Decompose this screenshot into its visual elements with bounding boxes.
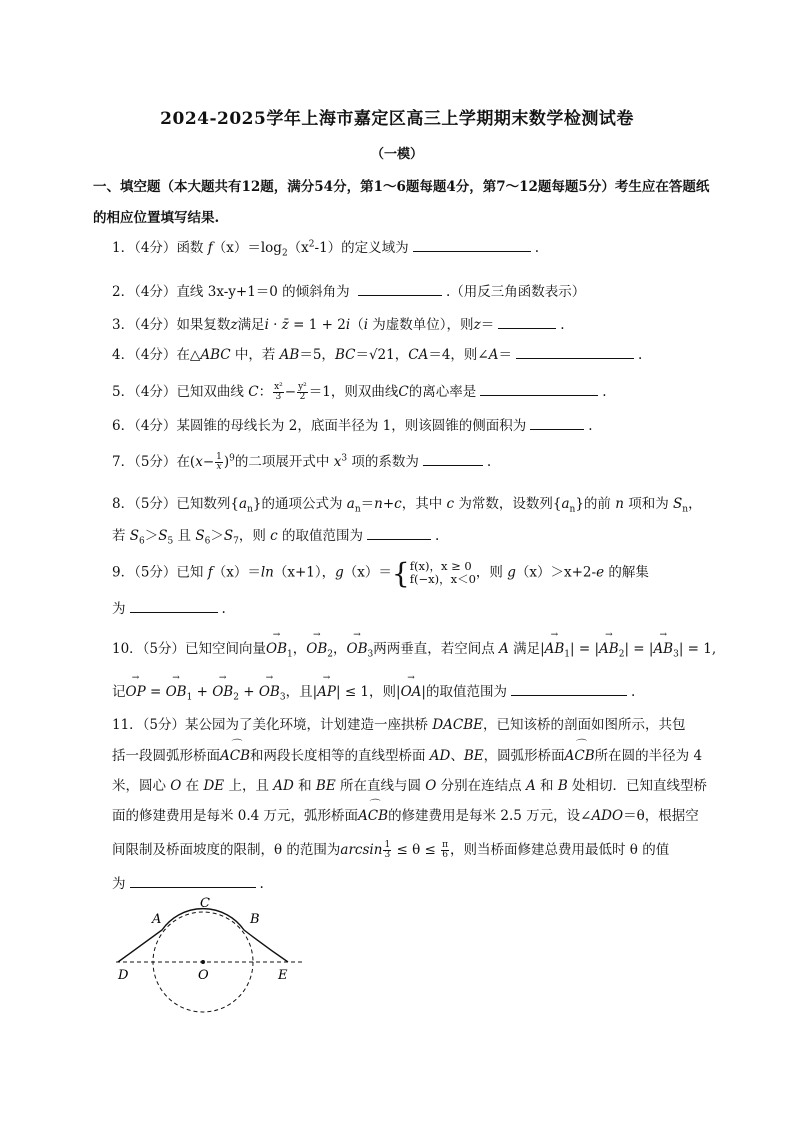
page-title: 2024-2025学年上海市嘉定区高三上学期期末数学检测试卷 [160,109,634,129]
answer-blank-7[interactable] [423,451,483,466]
question-6: 6．（4分）某圆锥的母线长为 2，底面半径为 1，则该圆锥的侧面积为 . [112,414,712,434]
question-11-line6: 为 . [112,872,712,892]
answer-blank-2[interactable] [358,281,442,296]
bridge-deck [118,909,288,962]
question-9-line1: 9．（5分）已知 f（x）＝ln（x+1），g（x）＝{ f(x)，x ≥ 0 f(−x)，x＜0 ，则 g（x）＞x+2-e 的解集 [112,556,649,590]
question-1: 1．（4分）函数 $f(x)=\log_2(x^2-1)$的定义域为 . [112,236,712,259]
question-10-line1: 10．（5分）已知空间向量→ $OB_1$，→ $OB_2$，→ $OB_3$两两垂直，若空间点 A 满足|→ $AB_1|$ = |→ $AB_2|$ = |→ $AB_3| = 1$, [112,637,712,660]
question-4: 4．（4分）在△ABC 中，若 AB＝5，BC＝√21，CA＝4，则∠A＝ . [112,343,712,363]
answer-blank-9[interactable] [130,598,218,613]
question-8-line1: 8．（5分）已知数列$\{a_n\}$的通项公式为 $a_n=n+c$，其中 c 为常数，设数列$\{a_n\}$的前 n 项和为 $S_n$， [112,496,702,515]
answer-blank-1[interactable] [413,237,531,252]
question-8-line2: 若 $S_6>S_5$ 且 $S_6>S_7$，则 c 的取值范围为 . [112,524,712,547]
answer-blank-3[interactable] [498,314,556,329]
label-C: C [200,896,210,911]
answer-blank-6[interactable] [530,415,584,430]
answer-blank-8[interactable] [367,525,431,540]
question-11-line3: 米，圆心 O 在 DE 上，且 AD 和 BE 所在直线与圆 O 分别在连结点 A 和 B 处相切．已知直线型桥 [112,778,708,794]
label-A: A [152,912,162,927]
label-B: B [250,912,260,927]
bridge-figure [108,892,308,1022]
question-7: 7．（5分）在(x− $\frac{1}{x})^9$的二项展开式中 $x^3$ 项的系数为 . [112,452,492,472]
question-11-line1: 11．（5分）某公园为了美化环境，计划建造一座拱桥 DACBE，已知该桥的剖面如图所示，共包 [112,717,686,733]
section-heading: 一、填空题（本大题共有12题，满分54分，第1～6题每题4分，第7～12题每题5分）考生应在答题纸的相应位置填写结果. [93,179,710,226]
answer-blank-4[interactable] [516,344,634,359]
question-5: 5．（4分）已知双曲线 C： $\frac{\text{x²}}{3}$ − $\frac{\text{y²}}{2}$ ＝1，则双曲线C的离心率是 . [112,382,607,402]
question-3: 3．（4分）如果复数z满足i · z̄ = 1 + 2i（i 为虚数单位），则z＝ . [112,313,712,333]
question-11-line4: 面的修建费用是每米 0.4 万元，弧形桥面⌒ ACB的修建费用是每米 2.5 万元，设∠ADO＝θ，根据空 [112,804,712,824]
center-dot [201,960,205,964]
label-E: E [278,968,288,983]
answer-blank-10[interactable] [511,681,627,696]
label-D: D [118,968,129,983]
question-11-line2: 括一段圆弧形桥面⌒ ACB和两段长度相等的直线型桥面 AD、BE，圆弧形桥面⌒ ACB所在圆的半径为 4 [112,744,712,764]
answer-blank-5[interactable] [480,381,598,396]
question-9-line2: 为 . [112,597,712,617]
label-O: O [198,968,209,983]
question-11-line5: 间限制及桥面坡度的限制，θ 的范围为arcsin $\frac{1}{3}$ ≤ θ ≤ $\frac{\pi}{6}$ ，则当桥面修建总费用最低时 θ 的值 [112,840,670,860]
question-2: 2．（4分）直线 3x-y+1＝0 的倾斜角为 .（用反三角函数表示） [112,280,712,300]
answer-blank-11[interactable] [130,873,256,888]
page-subtitle: （一模） [370,147,423,162]
question-10-line2: 记→ OP = → $OB_1$ + → $OB_2$ + → $OB_3$，且|→ AP| ≤ 1，则|→ OA|的取值范围为 . [112,680,712,703]
